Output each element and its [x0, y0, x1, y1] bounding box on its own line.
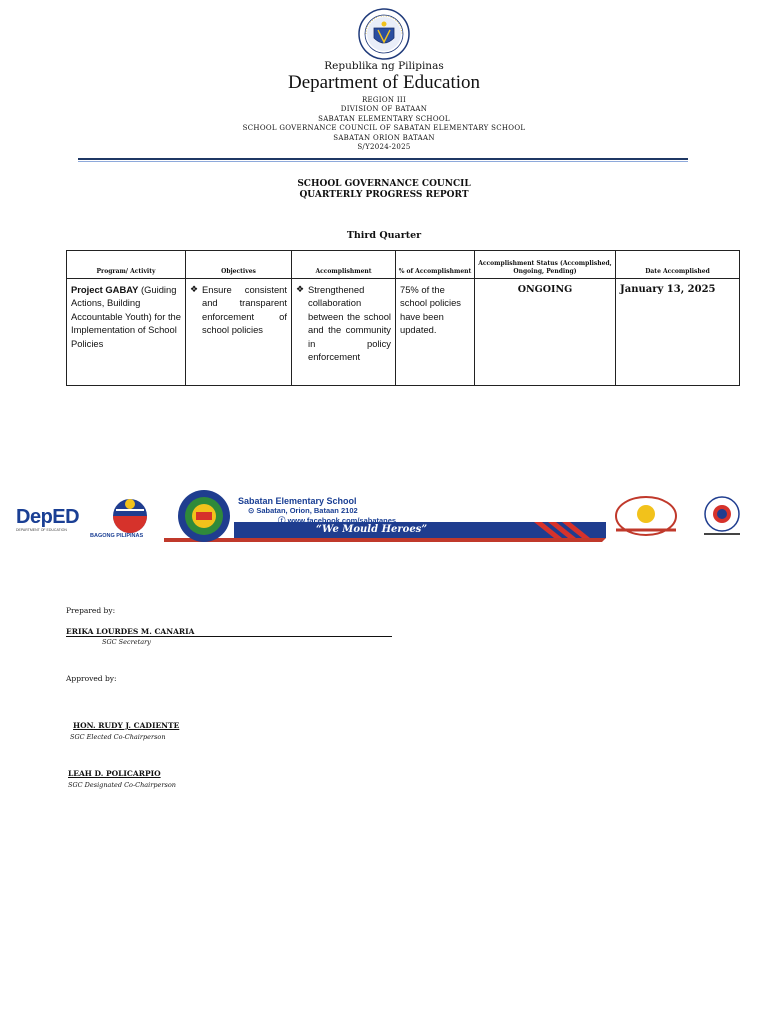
- report-title-line1: SCHOOL GOVERNANCE COUNCIL: [297, 179, 471, 189]
- cell-objective: [186, 279, 292, 386]
- cell-program: [67, 279, 186, 386]
- cell-accomplishment: [292, 279, 396, 386]
- header-divider-thin: [78, 161, 688, 162]
- approver1-role: SGC Elected Co-Chairperson: [70, 733, 166, 741]
- preparer-role: SGC Secretary: [102, 638, 151, 646]
- school-logo-icon: [178, 490, 230, 542]
- objective-text: Ensure consistent and transparent enforcement of school policies: [202, 284, 287, 336]
- school-line: SABATAN ELEMENTARY SCHOOL: [318, 114, 450, 123]
- col-percent: % of Accomplishment: [396, 251, 475, 279]
- banner-address: ⊙ Sabatan, Orion, Bataan 2102: [248, 506, 358, 515]
- col-accomplishment: Accomplishment: [292, 251, 396, 279]
- col-date: Date Accomplished: [616, 251, 740, 279]
- council-line: SCHOOL GOVERNANCE COUNCIL OF SABATAN ELEMENTARY SCHOOL: [242, 124, 526, 133]
- diamond-bullet-icon: ❖: [190, 284, 199, 294]
- division-line: DIVISION OF BATAAN: [340, 105, 428, 114]
- school-year-line: S/Y2024-2025: [357, 143, 411, 152]
- header-divider: [78, 158, 688, 160]
- bagong-pilipinas-logo-icon: [113, 499, 147, 533]
- banner-school-name: Sabatan Elementary School: [238, 496, 357, 506]
- quarter-label: Third Quarter: [346, 230, 422, 241]
- department-title: Department of Education: [287, 72, 481, 93]
- facebook-icon: ⓕ: [278, 516, 288, 525]
- cell-status: ONGOING: [475, 279, 616, 386]
- program-description: (Guiding Actions, Building Accountable Youth) for the Implementation of School Policies: [71, 284, 181, 349]
- award-seal-left-icon: [616, 497, 676, 535]
- header-lines: [0, 96, 768, 152]
- col-program: Program/ Activity: [67, 251, 186, 279]
- deped-logo-text: DepED: [16, 506, 80, 528]
- col-objectives: Objectives: [186, 251, 292, 279]
- deped-logo-subtext: DEPARTMENT OF EDUCATION: [16, 528, 67, 532]
- address-line: SABATAN ORION BATAAN: [333, 133, 435, 142]
- award-seal-right-icon: [704, 497, 740, 534]
- program-name: Project GABAY: [71, 284, 139, 295]
- accomplishment-text: Strengthened collaboration between the school and the community in policy enforcement: [308, 284, 391, 363]
- prepared-by-label: Prepared by:: [66, 606, 116, 615]
- col-status: Accomplishment Status (Accomplished, Ongoing, Pending): [475, 251, 616, 279]
- republic-label: Republika ng Pilipinas: [324, 60, 444, 72]
- cell-date: January 13, 2025: [616, 279, 740, 386]
- diamond-bullet-icon: ❖: [296, 284, 305, 294]
- region-line: REGION III: [361, 96, 407, 104]
- preparer-name: ERIKA LOURDES M. CANARIA: [66, 627, 392, 637]
- report-title-line2: QUARTERLY PROGRESS REPORT: [299, 190, 469, 200]
- approver2-name: LEAH D. POLICARPIO: [68, 769, 161, 778]
- table-header-row: [67, 251, 740, 279]
- approved-by-label: Approved by:: [66, 674, 117, 683]
- report-title: [0, 179, 768, 201]
- banner-motto: “We Mould Heroes”: [316, 524, 428, 535]
- approver1-name: HON. RUDY J. CADIENTE: [73, 721, 180, 730]
- banner-facebook: ⓕ www.facebook.com/sabatanes: [278, 516, 397, 525]
- cell-percent: 75% of the school policies have been updated.: [396, 279, 475, 386]
- bagong-pilipinas-label: BAGONG PILIPINAS: [90, 533, 144, 539]
- location-pin-icon: ⊙: [248, 506, 257, 515]
- approver2-role: SGC Designated Co-Chairperson: [68, 781, 176, 789]
- deped-seal-icon: [358, 8, 410, 60]
- progress-table: [66, 250, 740, 386]
- table-row: [67, 279, 740, 386]
